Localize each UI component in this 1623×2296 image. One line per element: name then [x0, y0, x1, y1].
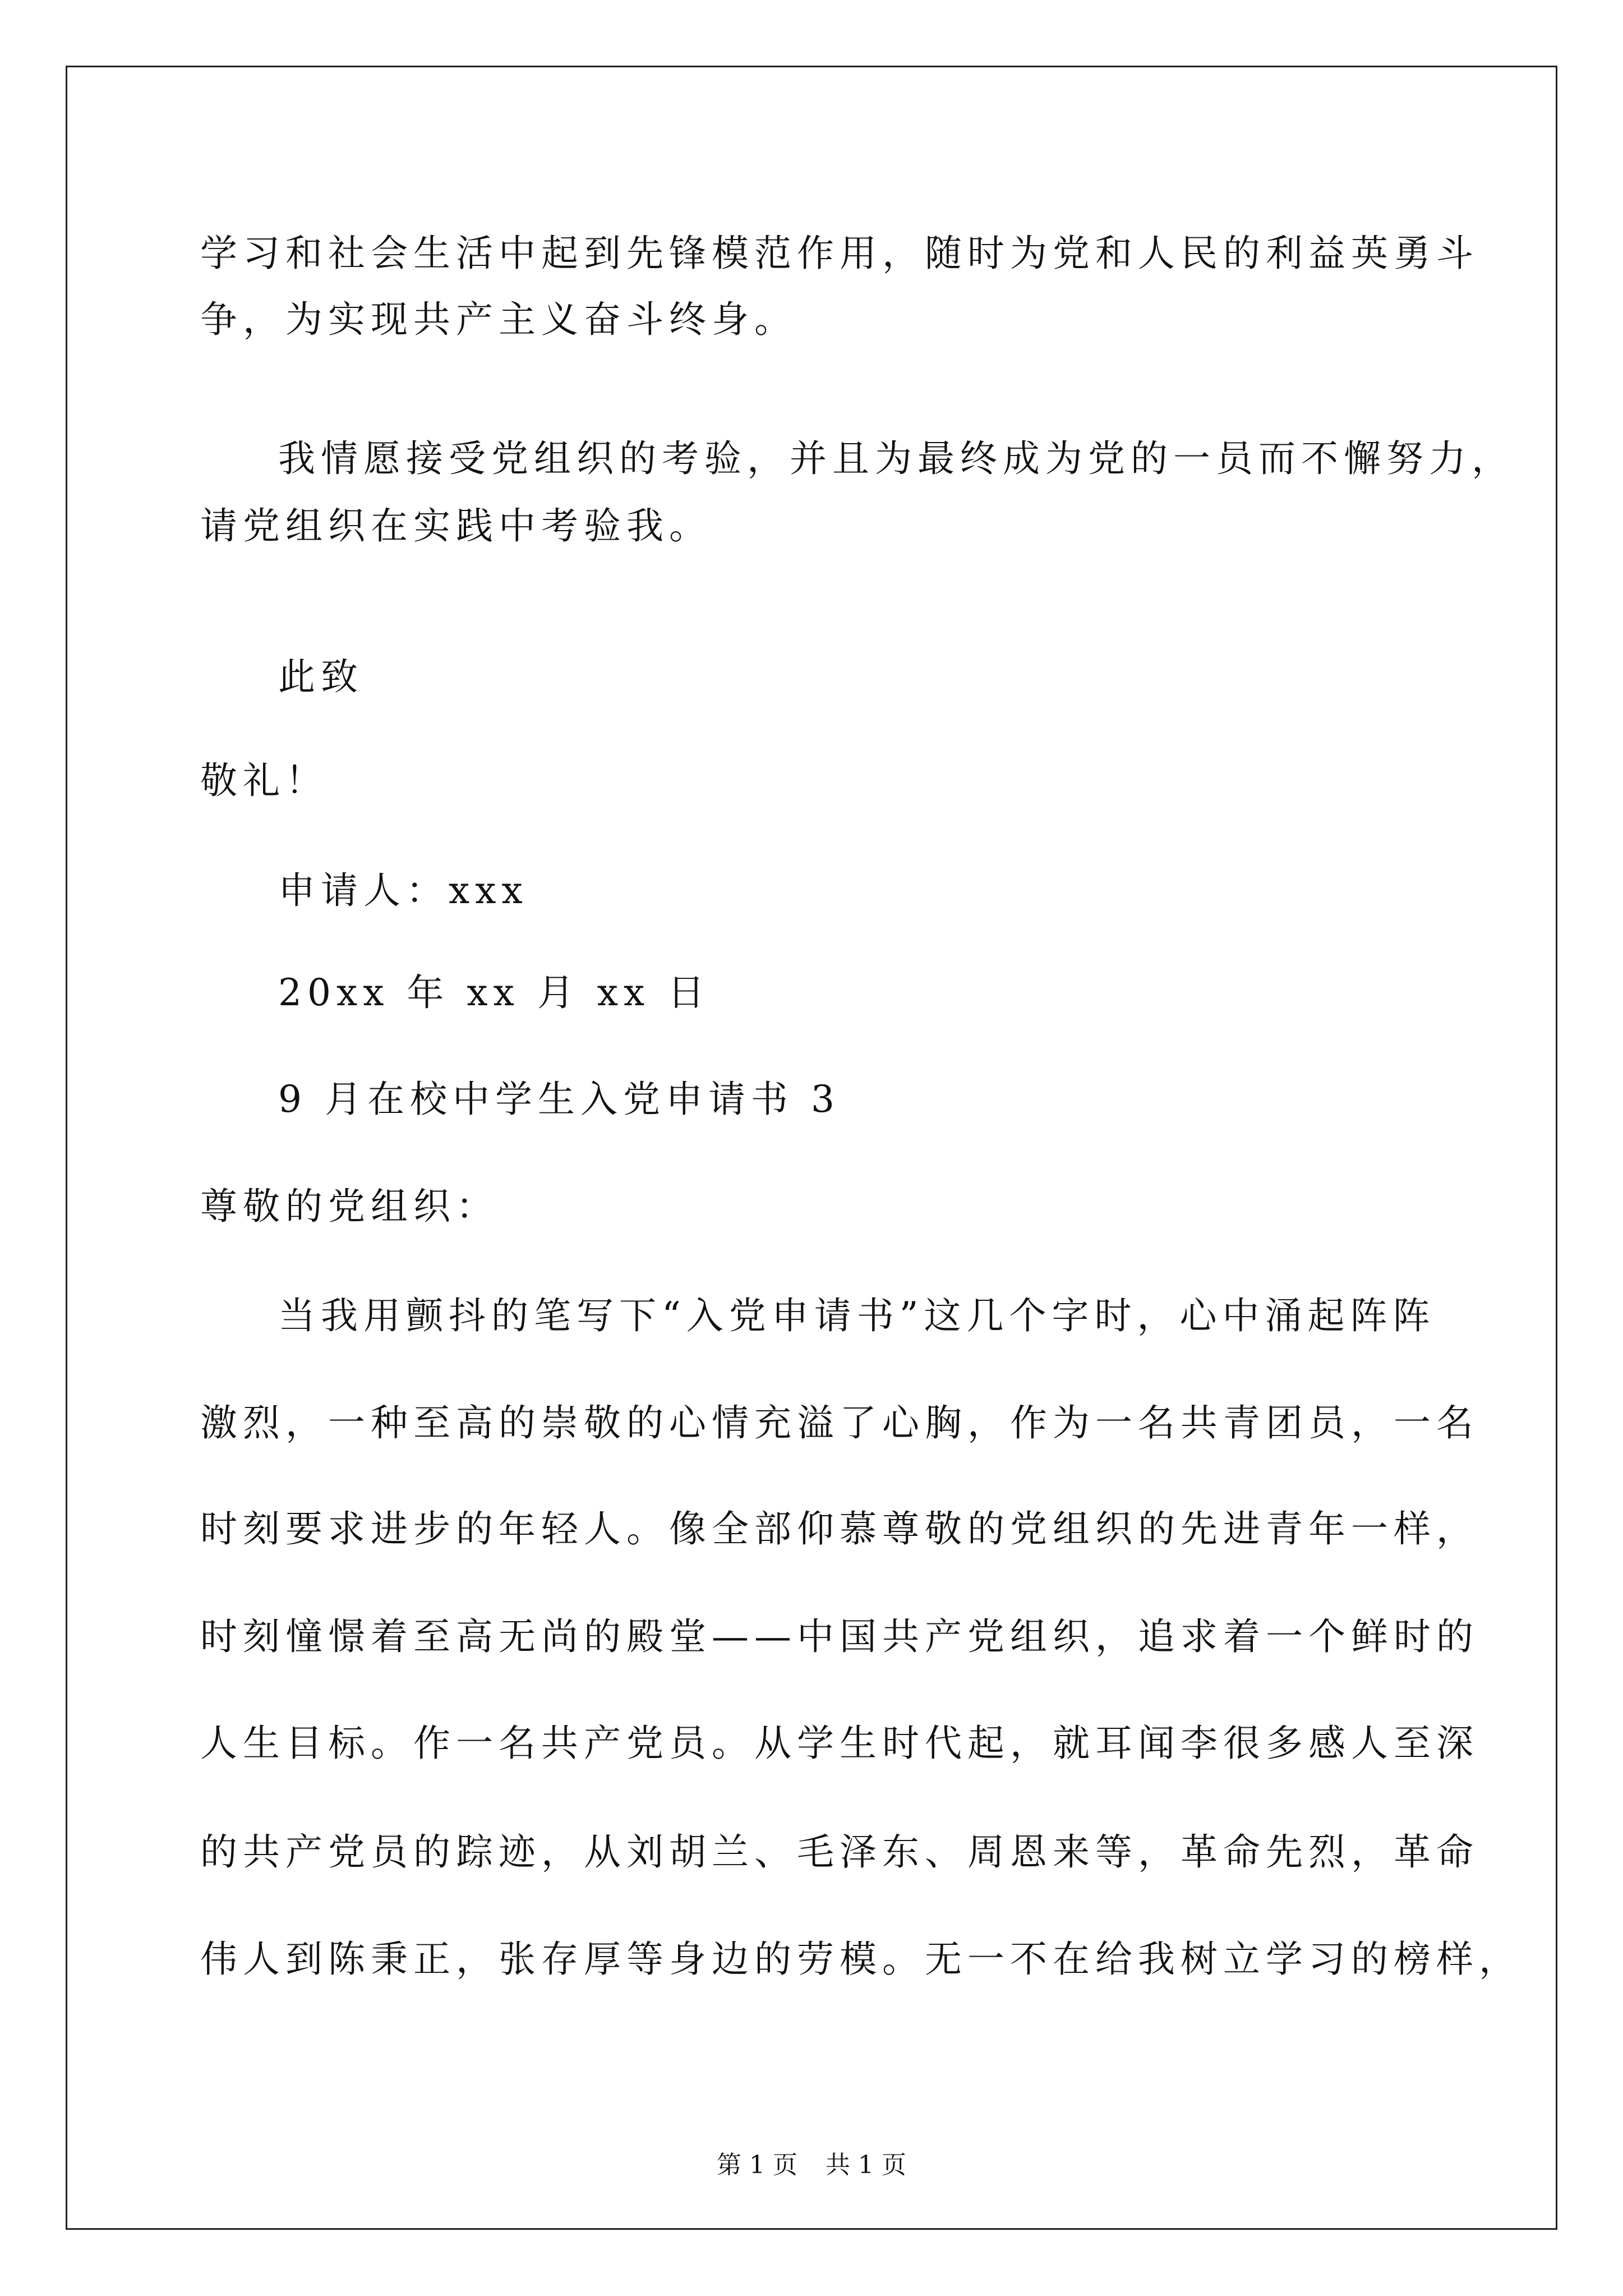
applicant-line: 申请人：xxx — [278, 869, 528, 912]
body-line-9: 人生目标。作一名共产党员。从学生时代起，就耳闻李很多感人至深 — [200, 1722, 1479, 1765]
body-line-8: 时刻憧憬着至高无尚的殿堂——中国共产党组织，追求着一个鲜时的 — [200, 1615, 1479, 1658]
body-line-10: 的共产党员的踪迹，从刘胡兰、毛泽东、周恩来等，革命先烈，革命 — [200, 1830, 1479, 1874]
page-total: 共 1 页 — [826, 2151, 906, 2179]
closing-salutation: 此致 — [278, 655, 363, 698]
page-border — [66, 66, 1557, 2230]
body-line-7: 时刻要求进步的年轻人。像全部仰慕尊敬的党组织的先进青年一样， — [200, 1507, 1479, 1550]
body-line-6: 激烈，一种至高的崇敬的心情充溢了心胸，作为一名共青团员，一名 — [200, 1401, 1479, 1444]
greeting-line: 尊敬的党组织： — [200, 1185, 499, 1228]
body-line-3: 我情愿接受党组织的考验，并且为最终成为党的一员而不懈努力， — [278, 437, 1514, 480]
date-line: 20xx 年 xx 月 xx 日 — [278, 971, 711, 1014]
body-line-5: 当我用颤抖的笔写下“入党申请书”这几个字时，心中涌起阵阵 — [278, 1294, 1436, 1337]
body-line-11: 伟人到陈秉正，张存厚等身边的劳模。无一不在给我树立学习的榜样， — [200, 1938, 1521, 1981]
page-footer — [0, 2150, 1623, 2181]
closing-respect: 敬礼！ — [200, 759, 328, 802]
body-line-2: 争，为实现共产主义奋斗终身。 — [200, 298, 797, 341]
body-line-1: 学习和社会生活中起到先锋模范作用，随时为党和人民的利益英勇斗 — [200, 232, 1479, 275]
page-number: 第 1 页 — [717, 2151, 797, 2179]
body-line-4: 请党组织在实践中考验我。 — [200, 504, 712, 547]
section-title: 9 月在校中学生入党申请书 3 — [278, 1078, 840, 1121]
